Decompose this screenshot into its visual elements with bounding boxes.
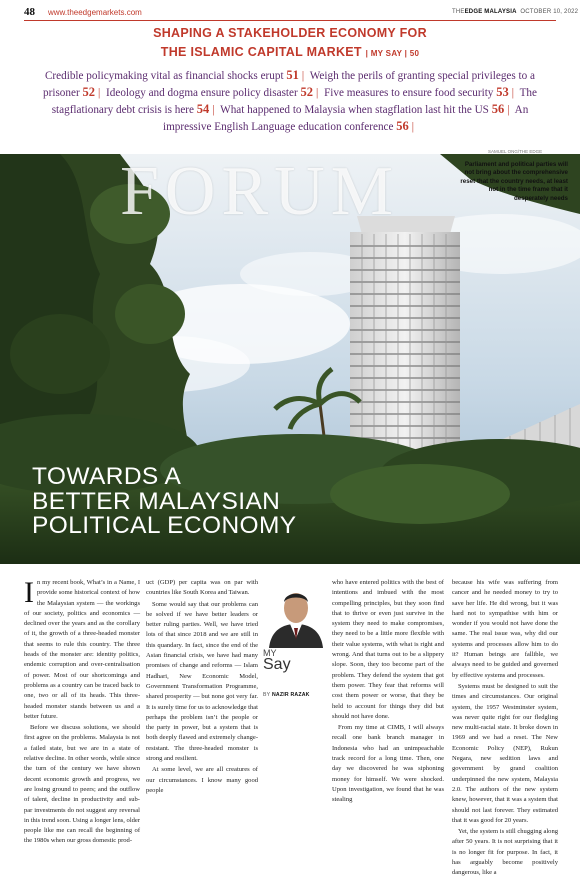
teaser-list: Credible policymaking vital as financial shocks erupt 51 | Weigh the perils of granting special privileges to a prisoner 52 | Ideology and dogma ensure policy disaster 52 | Five measures to ensure food security 53 | The stagflationary debt crisis is here 54 | What happened to Malaysia when stagflation last hit the US 56 | An impressive English Language education conference 56 | — [43, 68, 537, 133]
headline-line2[interactable] — [0, 45, 580, 59]
author-byline — [263, 692, 310, 698]
paragraph: Yet, the system is still chugging along after 50 years. It is not surprising that it is no longer fit for purpose. In fact, it has arguably become positively dangerous, like a — [452, 828, 558, 877]
paragraph: uct (GDP) per capita was on par with countries like South Korea and Taiwan. — [146, 579, 258, 597]
brand-prefix: THE — [452, 9, 465, 15]
headline-line2-text: THE ISLAMIC CAPITAL MARKET — [160, 45, 362, 59]
column-label-say: Say — [263, 656, 291, 673]
byline-prefix: BY — [263, 692, 271, 698]
body-column-4 — [452, 578, 558, 880]
teaser-item[interactable]: Ideology and dogma ensure policy disaster 52 — [106, 85, 314, 99]
author-portrait-icon — [263, 578, 329, 648]
teaser-item[interactable]: Five measures to ensure food security 53 — [324, 85, 509, 99]
teaser-item[interactable]: Credible policymaking vital as financial shocks erupt 51 — [44, 68, 299, 82]
author-name: NAZIR RAZAK — [271, 692, 310, 698]
site-link[interactable]: www.theedgemarkets.com — [48, 8, 142, 17]
headline-reference: | MY SAY | 50 — [365, 49, 420, 58]
paragraph: because his wife was suffering from cancer and he needed money to try to save her life. He did wrong, but it was hard not to sympathise with him or wonder if you would not have done the same. The real issue was, why did our systems and processes allow him to do it? Human beings are fallible, we always need to be guided and governed by effective systems and processes. — [452, 579, 558, 679]
title-line: BETTER MALAYSIAN — [32, 487, 281, 515]
brand-name: EDGE MALAYSIA — [464, 9, 517, 15]
paragraph: At some level, we are all creatures of our circumstances. I know many good people — [146, 766, 258, 794]
paragraph: n my recent book, What’s in a Name, I provide some historical context of how the Malaysian system — the workings of our society, politics and economics — declined over the years and as the corollary of it, the growth of a three-headed monster that seems to rule this country. The three heads of the monster are: identity politics, endemic corruption and over-centralisation of power. Most of our shortcomings and problems as a country can be traced back to one, two or all of its heads. This three-headed monster stands between us and a better future. — [24, 579, 140, 720]
title-line: TOWARDS A — [32, 463, 182, 490]
teaser-item[interactable]: An impressive English Language education conference 56 — [162, 104, 529, 133]
article-title — [32, 465, 452, 539]
photo-credit: SAMUEL ONG/THE EDGE — [488, 149, 543, 154]
paragraph: From my time at CIMB, I will always recall one bank branch manager in Indonesia who had an unimpeachable track record for a long time. Then, one day we discovered he was siphoning money for himself. We were shocked. Upon investigation, we found that he was stealing — [332, 724, 444, 804]
title-line: POLITICAL ECONOMY — [32, 512, 297, 539]
page-number: 48 — [24, 6, 35, 18]
teaser-item[interactable]: The stagflationary debt crisis is here 54 — [51, 87, 537, 116]
paragraph: Some would say that our problems can be solved if we have better leaders or better ruling parties. Well, we have tried lots of that since 2018 and we are still in this quandary. In fact, since the end of the Asian financial crisis, we have had many promises of change and reforms — Islam Hadhari, New Economic Model, Government Transformation Programme, shared prosperity — but none got very far. It is surely time for us to acknowledge that perhaps the problem isn’t the people or the party in power, but a system that is both deeply flawed and extremely change-resistant. The three-headed monster is strong and resilient. — [146, 600, 258, 763]
drop-cap: I — [24, 576, 34, 609]
photo-caption: Parliament and political parties will not bring about the comprehensive reset that the country needs, at least not in the time frame that it desperately needs — [460, 161, 568, 202]
column-label-my: MY — [263, 648, 277, 658]
header-rule — [24, 20, 556, 21]
section-title: FORUM — [120, 153, 399, 230]
body-column-3 — [332, 578, 444, 807]
teaser-item[interactable]: Weigh the perils of granting special privileges to a prisoner 52 — [43, 70, 536, 99]
body-column-1 — [24, 578, 140, 848]
paragraph: who have entered politics with the best of intentions and imbued with the most compelling principles, but they soon find that to thrive or even just survive in the system they need to make compromises, they need to be a little more flexible with their value systems, with what is right and wrong. And that turns out to be a slippery slope. Soon, they too become part of the problem. They defend the system that got them power. They fear that reforms will cost them power or worse, that they be held to account for things they did but should not have done. — [332, 579, 444, 720]
author-photo — [263, 578, 329, 704]
teaser-item[interactable]: What happened to Malaysia when stagflation last hit the US 56 — [220, 102, 505, 116]
issue-date: OCTOBER 10, 2022 — [520, 9, 579, 15]
publication-info — [452, 9, 578, 15]
paragraph: Before we discuss solutions, we should first agree on the problems. Malaysia is not a failed state, but we are in a state of relative decline. In other words, while since the turn of the century we have shown decent economic growth and progress, we are losing ground to peers; and the outflow of talent, decline in productivity and sub-par investments do not suggest any reversal in this trend soon. Using a longer lens, older people like me can recall the beginning of the 1980s when our gross domestic prod- — [24, 724, 141, 845]
body-column-2 — [146, 578, 258, 797]
paragraph: Systems must be designed to suit the times and circumstances. Our original system, the 1957 Westminster system, was never quite right for our fledgling new multi-racial state. It broke down in 1969 and we had a reset. The New Economic Policy (NEP), Rukun Negara, new sedition laws and government by grand coalition underpinned the new system, Malaysia 2.0. The authors of the new system knew, however, that it was a system that should not last forever. They estimated that it was good for 20 years. — [452, 682, 558, 824]
headline-line1[interactable]: SHAPING A STAKEHOLDER ECONOMY FOR — [153, 26, 427, 40]
